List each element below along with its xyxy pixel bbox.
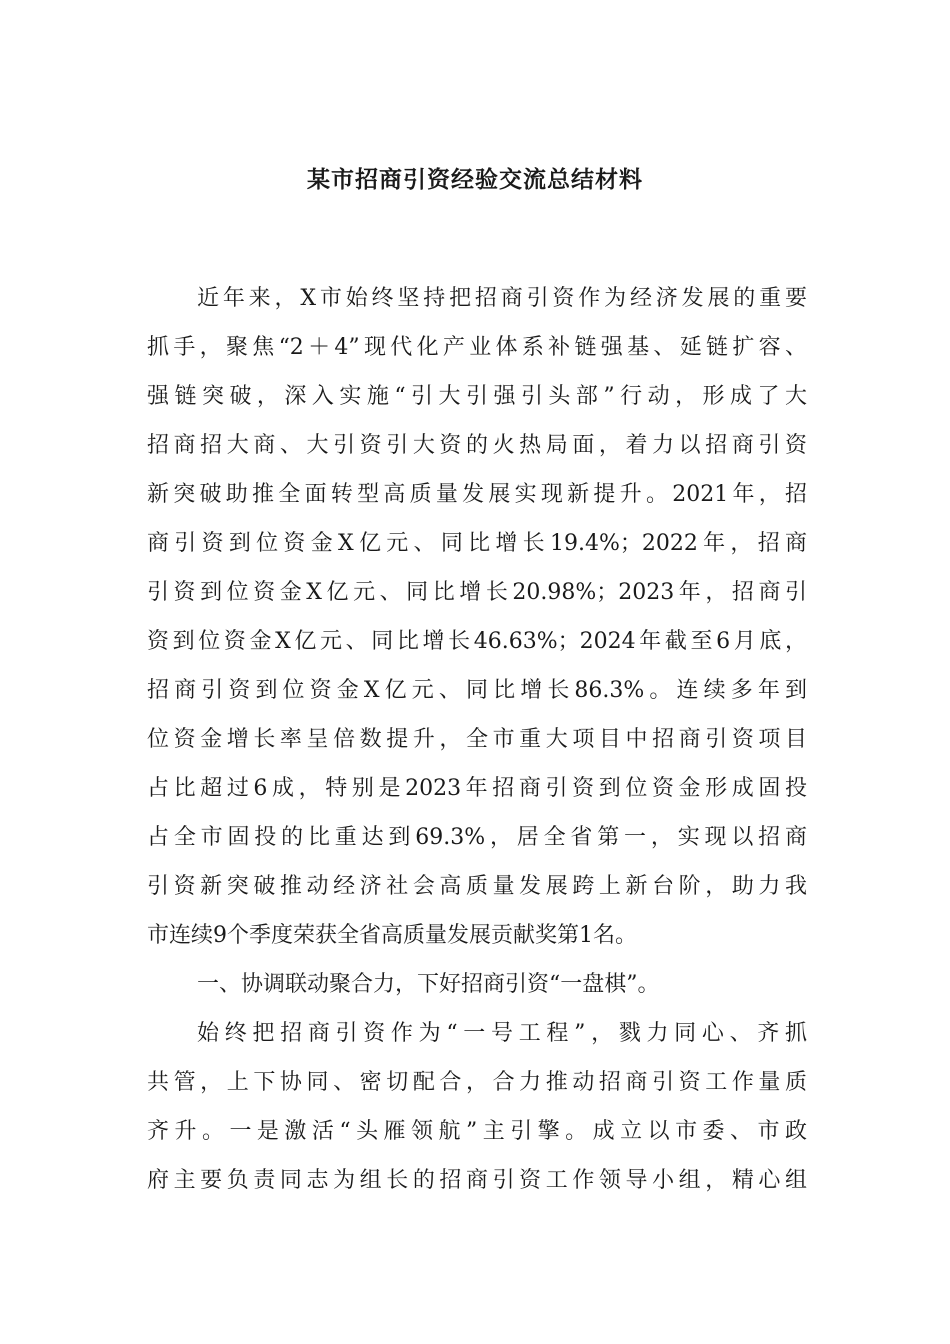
paragraph-line: 抓手，聚焦“2＋4”现代化产业体系补链强基、延链扩容、: [147, 335, 807, 360]
paragraph-line: 引资新突破推动经济社会高质量发展跨上新台阶，助力我: [147, 874, 807, 899]
paragraph-line: 齐升。一是激活“头雁领航”主引擎。成立以市委、市政: [147, 1119, 807, 1144]
paragraph-line: 共管，上下协同、密切配合，合力推动招商引资工作量质: [147, 1070, 807, 1095]
paragraph-line: 资到位资金X亿元、同比增长46.63%；2024年截至6月底，: [147, 629, 807, 654]
paragraph-line: 强链突破，深入实施“引大引强引头部”行动，形成了大: [147, 384, 807, 409]
paragraph-line: 始终把招商引资作为“一号工程”，戮力同心、齐抓: [197, 1021, 807, 1046]
paragraph-line: 近年来，X市始终坚持把招商引资作为经济发展的重要: [197, 286, 807, 311]
paragraph-line: 招商引资到位资金X亿元、同比增长86.3%。连续多年到: [147, 678, 807, 703]
paragraph-line: 占比超过6成，特别是2023年招商引资到位资金形成固投: [147, 776, 807, 801]
paragraph-line: 占全市固投的比重达到69.3%，居全省第一，实现以招商: [147, 825, 807, 850]
paragraph-line: 引资到位资金X亿元、同比增长20.98%；2023年，招商引: [147, 580, 807, 605]
paragraph-line: 市连续9个季度荣获全省高质量发展贡献奖第1名。: [147, 923, 637, 948]
paragraph-line: 位资金增长率呈倍数提升，全市重大项目中招商引资项目: [147, 727, 807, 752]
document-body: [147, 274, 807, 1205]
paragraph-line: 新突破助推全面转型高质量发展实现新提升。2021年，招: [147, 482, 807, 507]
paragraph-line: 府主要负责同志为组长的招商引资工作领导小组，精心组: [147, 1168, 807, 1193]
section-heading: 一、协调联动聚合力，下好招商引资“一盘棋”。: [197, 972, 660, 997]
paragraph-line: 商引资到位资金X亿元、同比增长19.4%；2022年，招商: [147, 531, 807, 556]
paragraph-line: 招商招大商、大引资引大资的火热局面，着力以招商引资: [147, 433, 807, 458]
document-title: 某市招商引资经验交流总结材料: [307, 166, 643, 193]
